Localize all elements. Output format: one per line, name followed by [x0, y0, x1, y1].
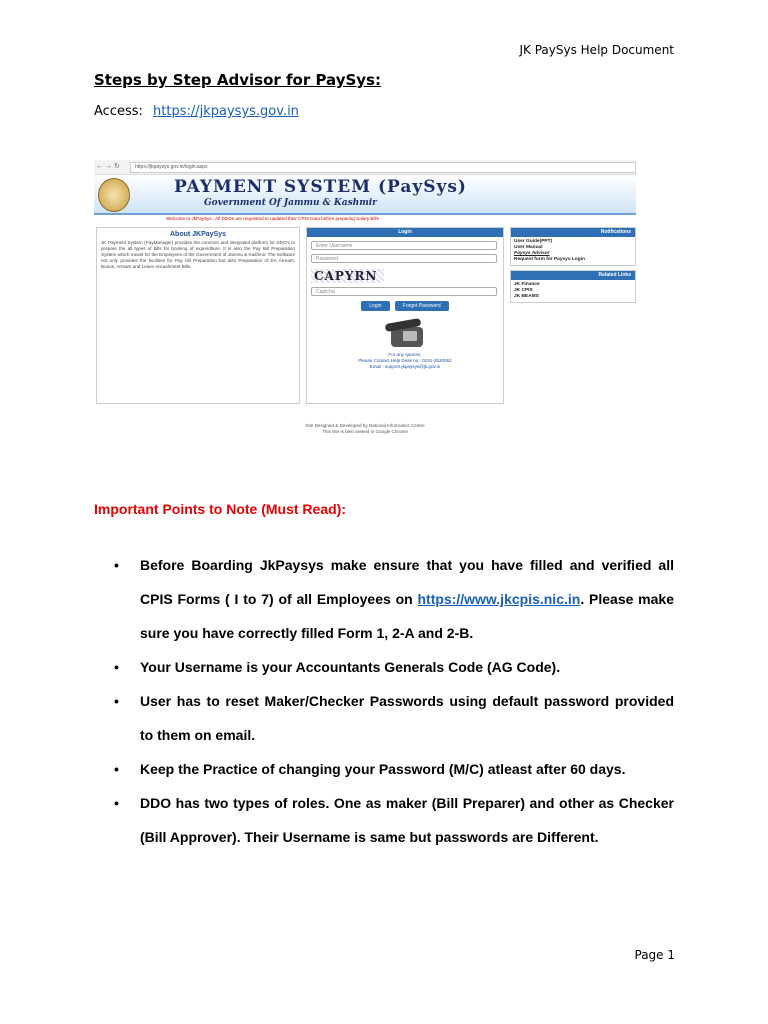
related-link-item: JK CPIS	[514, 288, 533, 293]
related-links-box	[510, 270, 636, 303]
notifications-heading: Notifications	[511, 228, 635, 237]
address-bar: https://jkpaysys.gov.in/login.aspx	[130, 162, 636, 173]
state-emblem-icon	[98, 178, 130, 212]
embedded-screenshot	[94, 160, 636, 446]
footer-line-1: Site Designed & Developed by National Informatics Centre	[305, 423, 425, 428]
point-1-text: Before Boarding JkPaysys make ensure that you have filled and verified all CPIS Forms ( I to 7) of all Employees on	[140, 557, 674, 607]
notification-item: Paysys Advisor	[514, 251, 550, 256]
helpdesk-line-1: For any queries,	[388, 352, 422, 357]
notification-item: User Manual	[514, 245, 543, 250]
forgot-password-button: Forget Password	[395, 301, 449, 311]
related-links-heading: Related Links	[511, 271, 635, 280]
notification-item: User Guide(PPT)	[514, 239, 553, 244]
about-panel	[96, 227, 300, 404]
point-1-text-after: . Please make sure you have correctly filled Form 1, 2-A and 2-B.	[140, 591, 674, 641]
related-link-item: JK BEAMS	[514, 294, 539, 299]
list-item: • Your Username is your Accountants Generals Code (AG Code).	[94, 650, 674, 684]
helpdesk-line-2: Please Contact Help Desk no.: 0191-2520552	[358, 358, 452, 363]
username-field: Enter Username	[311, 241, 497, 250]
browser-nav-icons: ←→↻	[96, 163, 122, 170]
important-heading: Important Points to Note (Must Read):	[94, 501, 346, 517]
browser-bar	[94, 160, 636, 175]
list-item: • User has to reset Maker/Checker Passwords using default password provided to them on email.	[94, 684, 674, 752]
points-list	[94, 548, 674, 854]
document-header: JK PaySys Help Document	[519, 43, 674, 57]
notifications-box	[510, 227, 636, 266]
login-panel	[306, 227, 504, 404]
helpdesk-line-3: Email : support.jkpaysys@jk.gov.in	[369, 364, 441, 369]
page-number: Page 1	[634, 948, 675, 962]
screenshot-footer	[94, 423, 636, 435]
banner-subtitle: Government Of Jammu & Kashmir	[204, 198, 377, 208]
sidebar	[510, 227, 636, 307]
footer-line-2: This site is best viewed in Google Chrome	[322, 429, 408, 434]
telephone-icon	[385, 317, 425, 349]
login-heading: Login	[307, 228, 503, 237]
jkcpis-link[interactable]: https://www.jkcpis.nic.in	[417, 591, 581, 607]
site-banner	[94, 175, 636, 215]
access-link[interactable]: https://jkpaysys.gov.in	[153, 104, 299, 119]
list-item	[94, 548, 674, 650]
login-button: Login	[361, 301, 389, 311]
about-text: JK Payment System (PayManager) provides the common and integrated platform for DDO's to prepare the all types of bills for booking of expenditure. It is also the Pay Bill Preparation System which meant for the Employees of the Government of Jammu & Kashmir. The Software not only provides the facilities for Pay bill Preparation but also Preparation of DA Arrears, Bonus, Arrears and Leave encashment Bills.	[101, 240, 295, 269]
about-heading: About JKPaySys	[169, 231, 227, 238]
list-item: • DDO has two types of roles. One as maker (Bill Preparer) and other as Checker (Bill Approver). Their Username is same but passwords are Different.	[94, 786, 674, 854]
news-ticker: Welcome to JkPaySys.. All DDOs are requested to updated their CPIS Data before preparing Salary Bills	[94, 215, 636, 223]
password-field: Password	[311, 254, 497, 263]
list-item: • Keep the Practice of changing your Password (M/C) atleast after 60 days.	[94, 752, 674, 786]
captcha-image: CAPYRN	[311, 269, 384, 283]
captcha-field: Captcha	[311, 287, 497, 296]
banner-title: PAYMENT SYSTEM (PaySys)	[174, 177, 467, 197]
related-link-item: JK Finance	[514, 282, 540, 287]
page-title: Steps by Step Advisor for PaySys:	[94, 71, 381, 89]
helpdesk-info	[307, 352, 503, 370]
access-line	[94, 104, 299, 119]
access-label: Access:	[94, 104, 143, 119]
notification-item: Request form for Paysys Login	[514, 257, 585, 262]
